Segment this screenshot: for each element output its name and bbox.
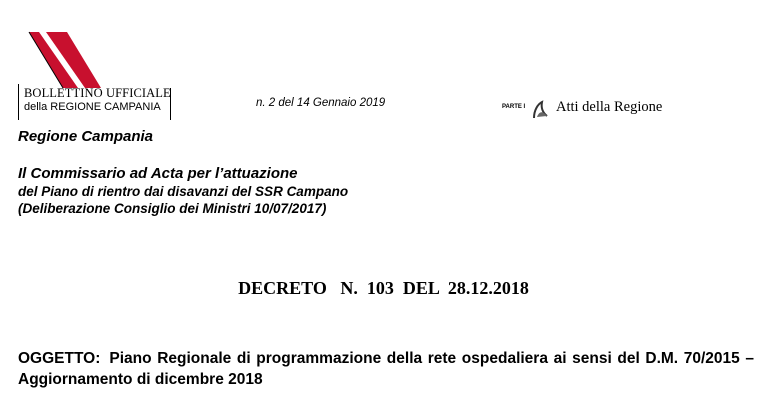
- parte-label: PARTE I: [502, 104, 526, 110]
- bollettino-subtitle: della REGIONE CAMPANIA: [24, 101, 161, 113]
- region-heading: Regione Campania: [18, 128, 154, 145]
- commissario-line-1: Il Commissario ad Acta per l’attuazione: [18, 165, 298, 182]
- commissario-line-3: (Deliberazione Consiglio dei Ministri 10/07/2017): [18, 201, 327, 216]
- oggetto-paragraph: [18, 348, 754, 390]
- logo-divider-left: [18, 84, 19, 120]
- commissario-line-2: del Piano di rientro dai disavanzi del SSR Campano: [18, 184, 349, 199]
- leaf-swirl-icon: [530, 100, 550, 120]
- bollettino-title: BOLLETTINO UFFICIALE: [24, 86, 171, 100]
- parte-title: Atti della Regione: [556, 99, 663, 115]
- oggetto-label: OGGETTO:: [18, 350, 101, 367]
- decreto-title: DECRETO N. 103 DEL 28.12.2018: [238, 278, 529, 298]
- regione-campania-shield-icon: [27, 30, 103, 90]
- issue-number: n. 2 del 14 Gennaio 2019: [256, 97, 386, 109]
- oggetto-text: Piano Regionale di programmazione della rete ospedaliera ai sensi del D.M. 70/2015 – Aggiornamento di dicembre 2018: [18, 350, 754, 388]
